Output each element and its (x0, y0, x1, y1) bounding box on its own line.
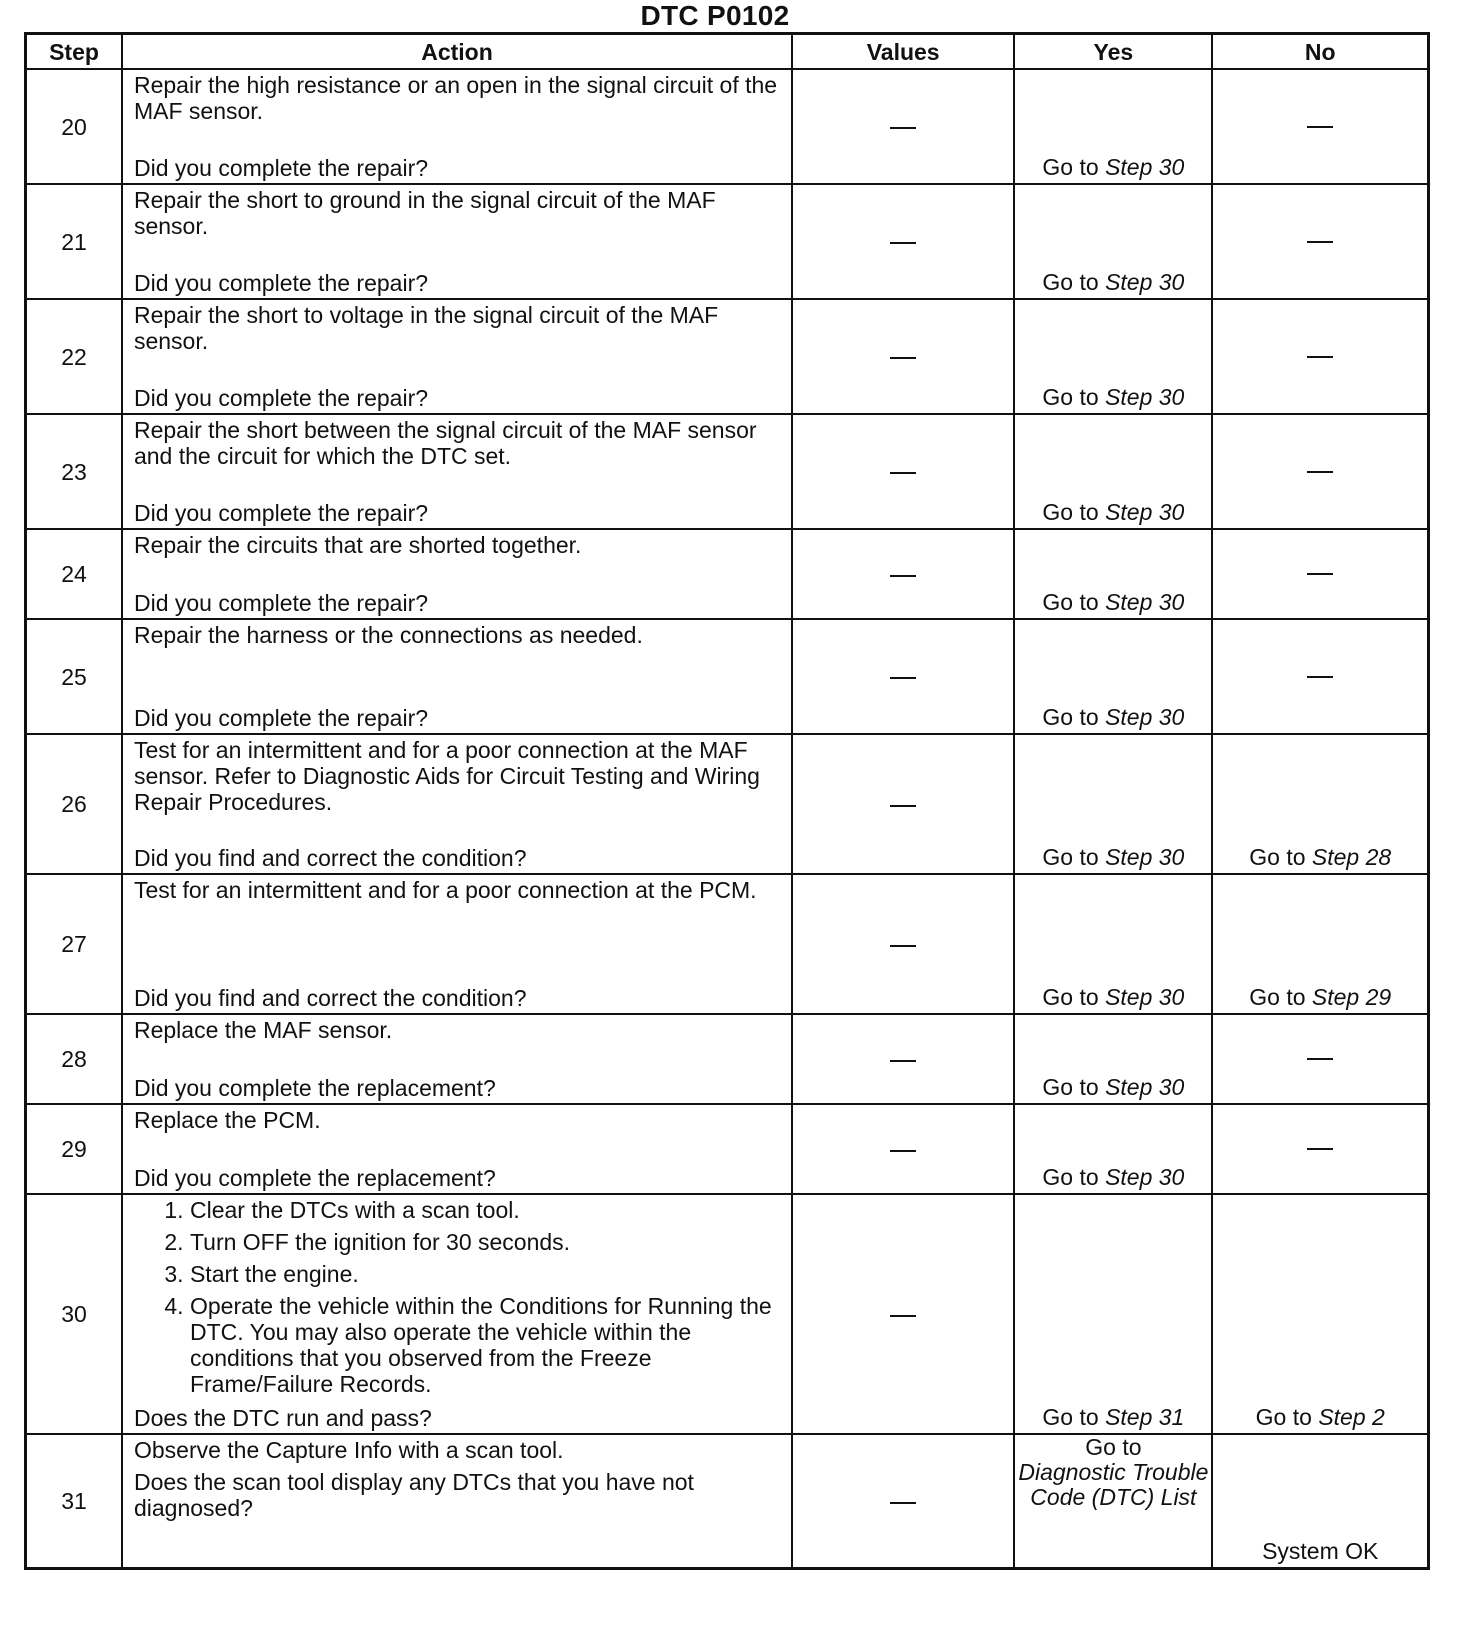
values-cell (792, 414, 1014, 529)
table-row (26, 1194, 1429, 1434)
action-text: Repair the short to ground in the signal circuit of the MAF sensor. (133, 187, 716, 239)
dash (1307, 356, 1333, 358)
action-text: Repair the harness or the connections as needed. (133, 622, 643, 648)
values-cell (792, 1434, 1014, 1569)
header-values: Values (792, 34, 1014, 70)
action-cell (122, 1434, 792, 1569)
values-cell (792, 69, 1014, 184)
values-cell (792, 874, 1014, 1014)
dash (890, 1060, 916, 1062)
dash (1307, 471, 1333, 473)
go-to-text: Go to (1042, 704, 1099, 730)
go-to-text: Go to (1042, 154, 1099, 180)
values-cell (792, 734, 1014, 874)
values-cell (792, 619, 1014, 734)
go-to-text: Go to (1042, 1164, 1099, 1190)
no-cell (1212, 1434, 1428, 1569)
table-row (26, 619, 1429, 734)
step-number: 24 (26, 529, 122, 619)
go-to-text: Go to (1249, 984, 1306, 1010)
dash (1307, 241, 1333, 243)
procedure-step: 3. Start the engine. (190, 1261, 783, 1287)
dash (890, 472, 916, 474)
values-cell (792, 529, 1014, 619)
table-row (26, 1014, 1429, 1104)
yes-step-link[interactable]: Step 30 (1105, 499, 1185, 525)
go-to-text: Go to (1042, 499, 1099, 525)
page-title: DTC P0102 (640, 0, 790, 31)
action-cell (122, 299, 792, 414)
no-cell (1212, 529, 1428, 619)
yes-cell (1014, 874, 1212, 1014)
values-cell (792, 1194, 1014, 1434)
header-no: No (1212, 34, 1428, 70)
yes-cell (1014, 1104, 1212, 1194)
action-question: Did you complete the repair? (133, 705, 429, 731)
yes-step-link[interactable]: Step 30 (1105, 269, 1185, 295)
go-to-text: Go to (1042, 1404, 1099, 1430)
action-text: Observe the Capture Info with a scan tool. (133, 1437, 564, 1463)
header-yes: Yes (1014, 34, 1212, 70)
yes-step-link[interactable]: Step 30 (1105, 589, 1185, 615)
no-cell (1212, 874, 1428, 1014)
yes-step-link[interactable]: Step 31 (1105, 1404, 1185, 1430)
no-cell (1212, 69, 1428, 184)
action-cell (122, 1104, 792, 1194)
action-text: Replace the PCM. (133, 1107, 321, 1133)
action-cell (122, 69, 792, 184)
table-row (26, 69, 1429, 184)
table-row (26, 529, 1429, 619)
action-text: Repair the high resistance or an open in the signal circuit of the MAF sensor. (133, 72, 778, 124)
yes-cell (1014, 1434, 1212, 1569)
go-to-text: Go to (1042, 589, 1099, 615)
values-cell (792, 1014, 1014, 1104)
no-cell (1212, 734, 1428, 874)
dash (890, 677, 916, 679)
yes-cell (1014, 184, 1212, 299)
procedure-step: 4. Operate the vehicle within the Conditions for Running the DTC. You may also operate the vehicle within the conditions that you observed from the Freeze Frame/Failure Records. (190, 1293, 783, 1397)
action-question: Does the DTC run and pass? (133, 1405, 432, 1431)
yes-step-link[interactable]: Step 30 (1105, 154, 1185, 180)
action-cell (122, 529, 792, 619)
dash (890, 1502, 916, 1504)
dash (890, 805, 916, 807)
table-row (26, 184, 1429, 299)
no-cell (1212, 1194, 1428, 1434)
no-step-link[interactable]: Step 28 (1311, 844, 1392, 870)
yes-step-link[interactable]: Step 30 (1105, 384, 1185, 410)
step-number: 30 (26, 1194, 122, 1434)
action-question: Did you complete the repair? (133, 270, 429, 296)
yes-cell (1014, 529, 1212, 619)
yes-step-link[interactable]: Step 30 (1105, 1074, 1185, 1100)
header-action: Action (122, 34, 792, 70)
action-text: Replace the MAF sensor. (133, 1017, 393, 1043)
table-row (26, 414, 1429, 529)
dash (1307, 126, 1333, 128)
action-question: Did you complete the repair? (133, 500, 429, 526)
step-number: 26 (26, 734, 122, 874)
action-text: Test for an intermittent and for a poor connection at the MAF sensor. Refer to Diagnostic Aids for Circuit Testing and Wiring Repair Procedures. (133, 737, 760, 815)
action-question: Did you complete the replacement? (133, 1165, 496, 1191)
table-row (26, 874, 1429, 1014)
dash (890, 1315, 916, 1317)
dash (1307, 1148, 1333, 1150)
no-cell (1212, 184, 1428, 299)
values-cell (792, 184, 1014, 299)
action-cell (122, 1194, 792, 1434)
yes-cell (1014, 69, 1212, 184)
action-cell (122, 184, 792, 299)
table-row (26, 1434, 1429, 1569)
dash (890, 357, 916, 359)
action-question: Does the scan tool display any DTCs that you have not diagnosed? (133, 1469, 694, 1521)
no-cell (1212, 1014, 1428, 1104)
action-cell (122, 734, 792, 874)
dash (890, 575, 916, 577)
dash (890, 127, 916, 129)
dtc-table (24, 32, 1430, 1570)
yes-cell (1014, 734, 1212, 874)
table-row (26, 299, 1429, 414)
action-cell (122, 619, 792, 734)
go-to-text: Go to (1042, 269, 1099, 295)
procedure-list (134, 1197, 783, 1397)
action-text: Repair the circuits that are shorted together. (133, 532, 582, 558)
step-number: 31 (26, 1434, 122, 1569)
action-question: Did you complete the repair? (133, 155, 429, 181)
action-text: Repair the short between the signal circuit of the MAF sensor and the circuit for which the DTC set. (133, 417, 757, 469)
procedure-step: 1. Clear the DTCs with a scan tool. (190, 1197, 783, 1223)
action-cell (122, 874, 792, 1014)
go-to-text: Go to (1249, 844, 1306, 870)
yes-cell (1014, 299, 1212, 414)
step-number: 27 (26, 874, 122, 1014)
yes-cell (1014, 1194, 1212, 1434)
step-number: 28 (26, 1014, 122, 1104)
system-ok-text: System OK (1262, 1538, 1379, 1564)
step-number: 20 (26, 69, 122, 184)
go-to-text: Go to (1042, 384, 1099, 410)
dash (890, 1150, 916, 1152)
table-row (26, 1104, 1429, 1194)
table-row (26, 734, 1429, 874)
no-step-link[interactable]: Step 2 (1318, 1404, 1385, 1430)
action-question: Did you complete the repair? (133, 590, 429, 616)
action-text: Repair the short to voltage in the signal circuit of the MAF sensor. (133, 302, 719, 354)
step-number: 22 (26, 299, 122, 414)
go-to-text: Go to (1042, 844, 1099, 870)
procedure-step: 2. Turn OFF the ignition for 30 seconds. (190, 1229, 783, 1255)
yes-step-link[interactable]: Step 30 (1105, 844, 1185, 870)
go-to-text: Go to (1255, 1404, 1312, 1430)
yes-cell (1014, 414, 1212, 529)
action-cell (122, 414, 792, 529)
step-number: 21 (26, 184, 122, 299)
dash (1307, 1058, 1333, 1060)
go-to-text: Go to (1042, 984, 1099, 1010)
yes-cell (1014, 1014, 1212, 1104)
dtc-list-link[interactable]: Diagnostic Trouble Code (DTC) List (1018, 1459, 1209, 1510)
action-question: Did you find and correct the condition? (133, 985, 527, 1011)
action-text: Test for an intermittent and for a poor connection at the PCM. (133, 877, 757, 903)
no-cell (1212, 414, 1428, 529)
no-cell (1212, 1104, 1428, 1194)
action-question: Did you find and correct the condition? (133, 845, 527, 871)
step-number: 23 (26, 414, 122, 529)
yes-step-link[interactable]: Step 30 (1105, 704, 1185, 730)
yes-cell (1014, 619, 1212, 734)
action-question: Did you complete the replacement? (133, 1075, 496, 1101)
dash (890, 945, 916, 947)
step-number: 25 (26, 619, 122, 734)
action-cell (122, 1014, 792, 1104)
no-step-link[interactable]: Step 29 (1311, 984, 1392, 1010)
step-number: 29 (26, 1104, 122, 1194)
dash (1307, 573, 1333, 575)
yes-step-link[interactable]: Step 30 (1105, 984, 1185, 1010)
header-step: Step (26, 34, 122, 70)
dash (1307, 676, 1333, 678)
values-cell (792, 299, 1014, 414)
action-question: Did you complete the repair? (133, 385, 429, 411)
values-cell (792, 1104, 1014, 1194)
no-cell (1212, 619, 1428, 734)
table-header-row (26, 34, 1429, 70)
go-to-text: Go to (1085, 1434, 1142, 1460)
go-to-text: Go to (1042, 1074, 1099, 1100)
no-cell (1212, 299, 1428, 414)
yes-step-link[interactable]: Step 30 (1105, 1164, 1185, 1190)
dash (890, 242, 916, 244)
